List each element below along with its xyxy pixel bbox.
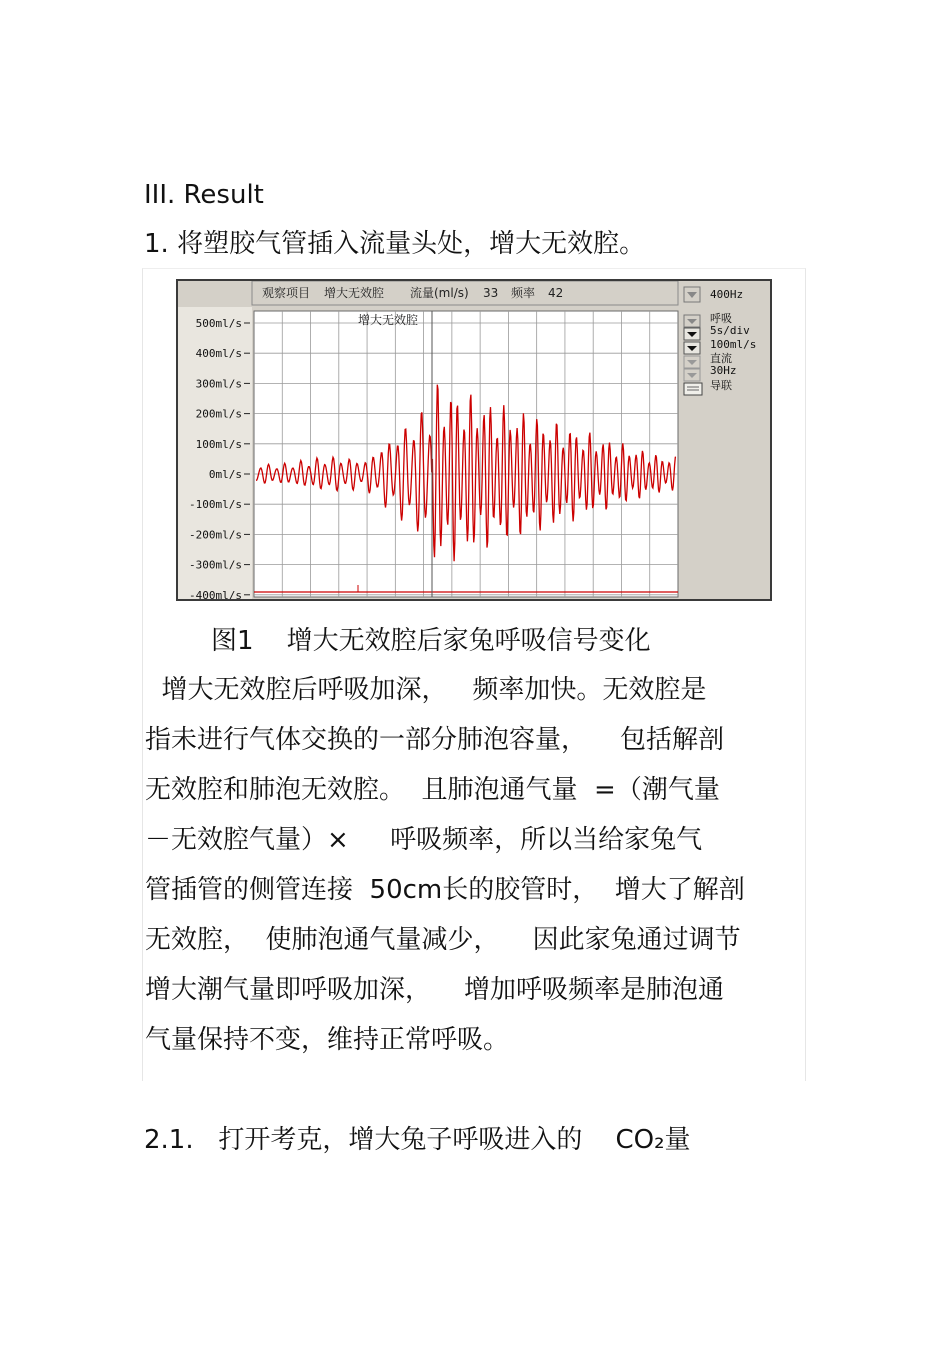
breathing-signal-chart [178, 281, 770, 599]
y-tick-label: -200ml/s [189, 528, 242, 542]
signal-recorder-panel [176, 279, 772, 601]
setting-label: 30Hz [710, 364, 737, 377]
y-tick-label: 500ml/s [195, 317, 242, 330]
lead-button[interactable] [684, 383, 702, 395]
gain-dropdown[interactable] [684, 342, 700, 354]
y-tick-label: 100ml/s [195, 437, 242, 451]
header-label-flow: 流量(ml/s) [410, 286, 469, 300]
filter-dropdown[interactable] [684, 369, 700, 381]
figure-card [142, 268, 806, 1081]
paragraph-line: 无效腔和肺泡无效腔。 且肺泡通气量 =（潮气量 [145, 775, 720, 805]
sample-rate-control[interactable] [684, 287, 700, 302]
paragraph-line: 气量保持不变，维持正常呼吸。 [145, 1025, 510, 1055]
y-tick-label: 200ml/s [195, 407, 242, 421]
y-tick-label: 0ml/s [208, 468, 242, 481]
caption-label: 图1 [211, 626, 254, 656]
paragraph-line: －无效腔气量）× 呼吸频率，所以当给家兔气 [145, 825, 703, 855]
figure-caption [211, 626, 651, 656]
header-value-observation: 增大无效腔 [324, 286, 385, 300]
sample-rate-label: 400Hz [710, 288, 744, 301]
paragraph-line: 增大无效腔后呼吸加深， 频率加快。无效腔是 [145, 675, 707, 705]
header-value-rate: 42 [548, 286, 564, 300]
step-1-heading: 1. 将塑胶气管插入流量头处，增大无效腔。 [144, 229, 646, 259]
setting-label: 100ml/s [710, 338, 757, 351]
header-label-observation: 观察项目 [262, 286, 311, 300]
plot-area [254, 311, 678, 597]
setting-label: 直流 [710, 352, 732, 365]
caption-text: 增大无效腔后家兔呼吸信号变化 [286, 626, 651, 656]
y-tick-label: -300ml/s [189, 558, 242, 572]
coupling-dropdown[interactable] [684, 356, 700, 368]
y-tick-label: 400ml/s [195, 347, 242, 361]
channel-settings [710, 312, 756, 392]
y-tick-label: -400ml/s [189, 588, 242, 599]
setting-label: 导联 [710, 379, 732, 392]
paragraph-line: 管插管的侧管连接 50cm长的胶管时， 增大了解剖 [145, 875, 745, 905]
section-heading: III. Result [144, 180, 264, 210]
y-tick-label: 300ml/s [195, 377, 242, 391]
y-tick-label: -100ml/s [189, 498, 242, 512]
setting-label: 呼吸 [710, 312, 732, 325]
header-label-rate: 频率 [511, 286, 536, 300]
channel-type-dropdown[interactable] [684, 315, 700, 327]
header-value-flow: 33 [483, 286, 499, 300]
step-2-1-heading: 2.1. 打开考克，增大兔子呼吸进入的 CO₂量 [144, 1125, 691, 1155]
setting-label: 5s/div [710, 324, 750, 337]
paragraph-line: 增大潮气量即呼吸加深， 增加呼吸频率是肺泡通 [145, 975, 725, 1005]
timebase-dropdown[interactable] [684, 328, 700, 340]
paragraph-line: 指未进行气体交换的一部分肺泡容量， 包括解剖 [145, 725, 725, 755]
event-annotation: 增大无效腔 [358, 313, 419, 327]
paragraph-line: 无效腔， 使肺泡通气量减少， 因此家兔通过调节 [145, 925, 741, 955]
